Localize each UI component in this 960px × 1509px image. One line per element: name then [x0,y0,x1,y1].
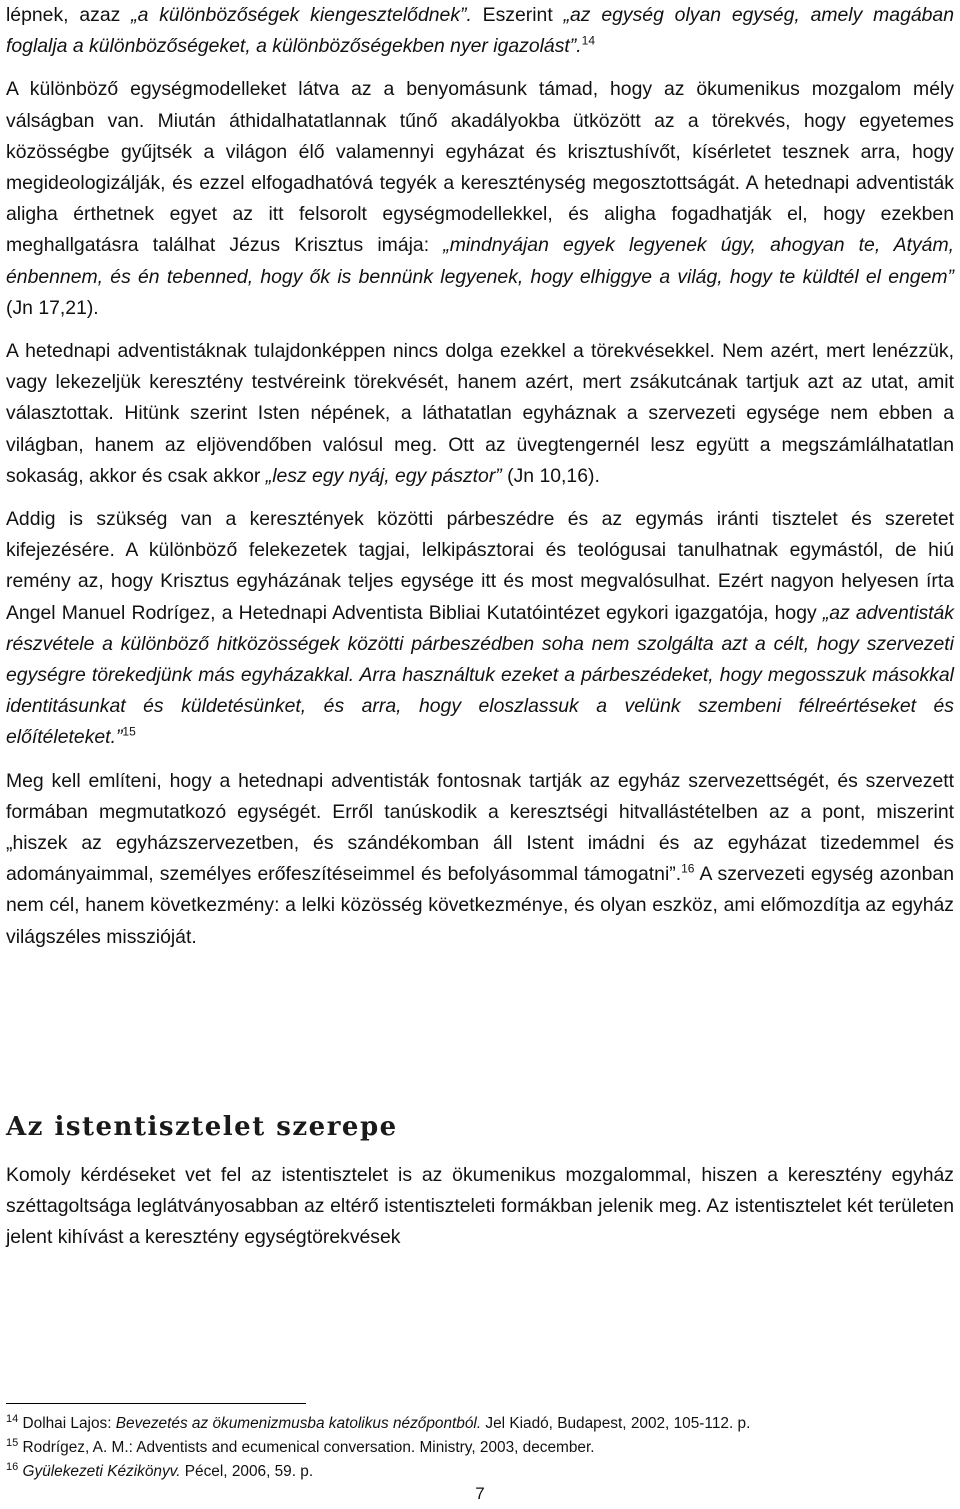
quote: „lesz egy nyáj, egy pásztor” [265,464,502,487]
footnotes [6,1412,954,1484]
text-span: A különböző egységmodelleket látva az a benyomásunk támad, hogy az ökumenikus mozgalom mély válságban van. Miután áthidalhatatlannak tűnő akadályokba ütközött az a törekvés, hogy egyetemes közösségbe gyűjtsék a világon élő valamennyi egyházat és krisztushívőt, kísérletet tesznek arra, hogy megideologizálják, és ezzel elfogadhatóvá tegyék a kereszténység megosztottságát. A hetednapi adventisták aligha érthetnek egyet az itt felsorolt egységmodellekkel, és aligha fogadhatják el, hogy ezekben meghallgatásra találhat Jézus Krisztus imája: [6,78,954,257]
quote: „mindnyájan egyek legyenek úgy, ahogyan te, Atyám, énbennem, és én tebenned, hogy ők is bennünk legyenek, hogy elhiggye a világ, hogy te küldtél el engem” [6,234,954,288]
text-span: (Jn 17,21). [6,296,99,319]
text-span: A szervezeti egység azonban nem cél, hanem következmény: a lelki közösség következménye, és olyan eszköz, ami előmozdítja az egyház világszéles misszióját. [6,863,954,948]
text-span: A hetednapi adventistáknak tulajdonképpen nincs dolga ezekkel a törekvésekkel. Nem azért, mert lenézzük, vagy lekezeljük keresztény testvéreink törekvését, hanem azért, mert zsákutcának tartjuk azt az utat, amit választottak. Hitünk szerint Isten népének, a láthatatlan egyháznak a szervezeti egysége nem ebben a világban, hanem az eljövendőben valósul meg. Ott az üvegtengernél lesz együtt a megszámlálhatatlan sokaság, akkor és csak akkor [6,340,954,487]
footnote-14 [6,1412,954,1436]
text-span: Meg kell említeni, hogy a hetednapi adventisták fontosnak tartják az egyház szervezettségét, és szervezett formában megmutatkozó egységét. Erről tanúskodik a keresztségi hitvallástételben az a pont, miszerint „hiszek az egyházszervezetben, és szándékomban áll Istent imádni és az egyházat tizedemmel és adományaimmal, személyes erőfeszítéseimmel és befolyásommal támogatni”. [6,769,954,886]
footnote-ref[interactable]: 14 [581,33,595,48]
footnote-16 [6,1460,954,1484]
footnote-text: Dolhai Lajos: [18,1415,116,1432]
footnote-title: Bevezetés az ökumenizmusba katolikus nézőpontból. [115,1415,482,1432]
footnote-text: Pécel, 2006, 59. p. [180,1463,314,1480]
text-span: Addig is szükség van a keresztények közötti párbeszédre és az egymás iránti tisztelet és szeretet kifejezésére. A különböző felekezetek tagjai, lelkipásztorai és teológusai tanulhatnak egymástól, de hiú remény az, hogy Krisztus egyházának teljes egysége itt és most megvalósulhat. Ezért nagyon helyesen írta Angel Manuel Rodrígez, a Hetednapi Adventista Bibliai Kutatóintézet egykori igazgatója, hogy [6,508,954,624]
page-number: 7 [475,1484,485,1503]
footnote-text: Rodrígez, A. M.: Adventists and ecumenical conversation. Ministry, 2003, december. [18,1439,595,1456]
footnote-15 [6,1436,954,1460]
paragraph-5 [6,766,954,953]
paragraph-4 [6,504,954,754]
quote: „a különbözőségek kiengesztelődnek”. [131,4,472,26]
footnote-divider [6,1403,306,1404]
footnote-number: 14 [6,1412,19,1425]
footnote-ref[interactable]: 16 [681,861,695,876]
quote: „az adventisták részvétele a különböző hitközösségek közötti párbeszédben soha nem szolgálta azt a célt, hogy szervezeti egységre törekedjünk más egyházakkal. Arra használtuk ezeket a párbeszédeket, hogy megosszuk másokkal identitásunkat és küldetésünket, és arra, hogy eloszlassuk a velünk szembeni félreértéseket és előítéleteket.” [6,601,955,749]
footnote-text: Jel Kiadó, Budapest, 2002, 105-112. p. [481,1415,751,1432]
footnote-number: 16 [6,1460,19,1473]
paragraph-6: Komoly kérdéseket vet fel az istentisztelet is az ökumenikus mozgalommal, hiszen a keresztény egyház széttagoltsága leglátványosabban az eltérő istentiszteleti formákban jelenik meg. Az istentisztelet két területen jelent kihívást a keresztény egységtörekvések [6,1164,954,1249]
footnote-ref[interactable]: 15 [122,725,136,739]
footnote-number: 15 [6,1436,19,1449]
quote: „az egység olyan egység, amely magában foglalja a különbözőségeket, a különbözőségekben nyer igazolást”. [6,4,954,58]
text-span: Eszerint [471,4,564,26]
text-span: (Jn 10,16). [501,464,600,487]
section-heading: Az istentisztelet szerepe [6,1112,398,1142]
paragraph-3 [6,336,954,492]
footnote-title: Gyülekezeti Kézikönyv. [22,1463,181,1480]
text-span: lépnek, azaz [6,4,132,26]
paragraph-1 [6,0,954,62]
main-text [6,0,954,965]
paragraph-2 [6,74,954,324]
